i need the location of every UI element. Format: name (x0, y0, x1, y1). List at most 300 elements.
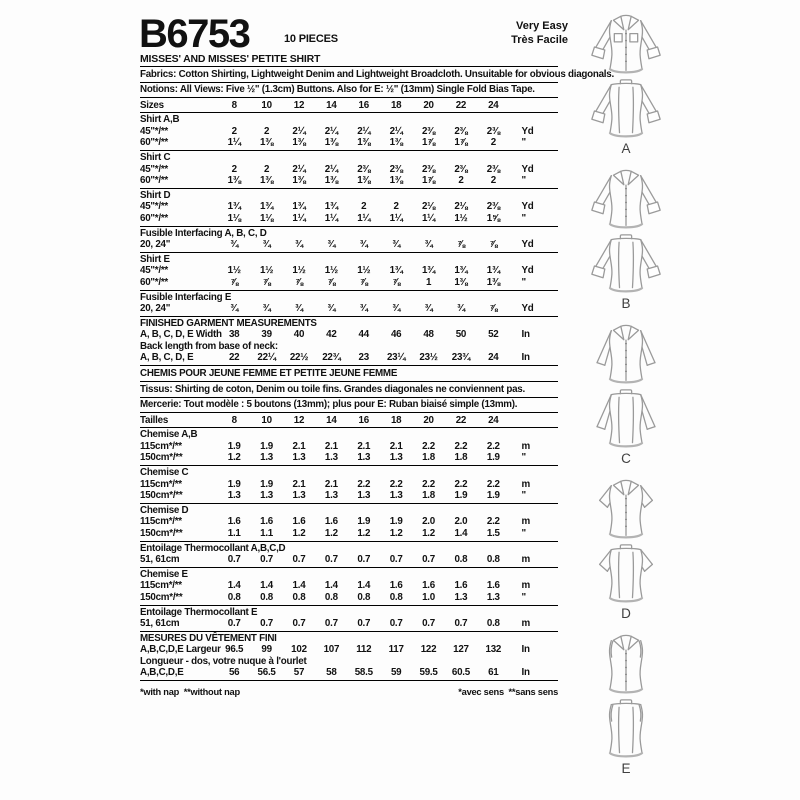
yardage-row (140, 528, 558, 539)
size-value-cell: 1⅜ (389, 137, 403, 149)
row-label: 115cm*/** (140, 440, 182, 452)
block-heading: Entoilage Thermocollant A,B,C,D (140, 542, 286, 554)
row-label: 115cm*/** (140, 516, 182, 528)
table-block (140, 428, 558, 466)
size-value-cell: 56.5 (257, 667, 276, 679)
section-title: CHEMIS POUR JEUNE FEMME ET PETITE JEUNE FEMME (140, 366, 558, 382)
size-value-cell: 0.7 (292, 618, 306, 630)
view-label: A (621, 141, 631, 156)
yardage-row (140, 580, 558, 591)
size-value-cell: ¾ (456, 303, 465, 314)
row-label: Longueur - dos, votre nuque à l'ourlet (140, 655, 307, 667)
yardage-row (140, 341, 558, 352)
size-value-cell: 2 (393, 201, 399, 213)
row-label: 150cm*/** (140, 527, 183, 539)
size-value-cell: 0.7 (357, 554, 371, 565)
view-label: E (621, 761, 631, 776)
yardage-row (140, 554, 558, 565)
table-block (140, 317, 558, 366)
size-value-cell: 127 (453, 644, 469, 656)
size-value-cell: 1¾ (454, 265, 468, 277)
row-label: 150cm*/** (140, 489, 183, 501)
size-value-cell: 1.3 (389, 452, 403, 464)
size-value-cell: 14 (326, 99, 337, 111)
size-value-cell: 2 (490, 174, 496, 186)
size-value-cell: 1.4 (324, 580, 338, 592)
size-value-cell: 48 (423, 329, 434, 341)
size-value-cell: 1⅜ (260, 137, 274, 149)
size-value-cell: 1.5 (486, 527, 500, 539)
shirt-back-illustration (577, 231, 675, 295)
size-value-cell: 56 (228, 667, 240, 679)
size-value-cell: 1.3 (227, 489, 241, 501)
size-value-cell: 1.2 (357, 527, 371, 539)
size-value-cell: 0.7 (260, 554, 274, 565)
yardage-row (140, 479, 558, 490)
footnotes (140, 681, 558, 697)
row-label: 60"*/** (140, 137, 168, 149)
block-heading: Chemise D (140, 504, 189, 516)
block-heading: Shirt C (140, 152, 171, 164)
size-value-cell: 20 (423, 99, 434, 111)
size-value-cell: ¾ (359, 303, 368, 314)
block-heading: Chemise C (140, 467, 189, 479)
size-value-cell: 1⅜ (357, 137, 371, 149)
size-value-cell: 1¼ (421, 212, 436, 224)
size-value-cell: 2⅜ (454, 125, 468, 137)
yardage-row (140, 441, 558, 452)
size-value-cell: 0.7 (422, 554, 435, 565)
size-value-cell: 1.3 (260, 489, 274, 501)
size-value-cell: 2.1 (292, 478, 306, 490)
unit-cell: Yd (521, 201, 534, 213)
table-block (140, 504, 558, 542)
size-value-cell: 12 (293, 99, 305, 111)
table-block (140, 227, 558, 253)
garment-view-A (577, 12, 675, 156)
size-value-cell: 23¾ (451, 352, 471, 364)
size-value-cell: 102 (291, 644, 307, 656)
yardage-row (140, 352, 558, 363)
row-label: 51, 61cm (140, 618, 180, 630)
size-value-cell: 1.3 (324, 489, 338, 501)
unit-cell: " (521, 137, 526, 149)
size-value-cell: 132 (485, 644, 502, 656)
size-value-cell: ¾ (392, 238, 401, 250)
info-line-label: Mercerie: Tout modèle : (140, 399, 245, 411)
table-block (140, 189, 558, 227)
table-block (140, 542, 558, 568)
size-value-cell: 1⅜ (486, 276, 500, 288)
pieces-count: 10 PIECES (284, 33, 338, 45)
size-value-cell: 0.8 (454, 554, 468, 565)
info-line: Tissus: Shirting de coton, Denim ou toile fins. Grandes diagonales ne conviennent pas. (140, 382, 558, 398)
size-value-cell: ¾ (359, 238, 368, 250)
size-value-cell: 42 (326, 329, 337, 341)
row-label: A, B, C, D, E Width (140, 329, 222, 341)
row-label: 45"*/** (140, 265, 168, 277)
shirt-front-illustration (577, 632, 675, 696)
unit-cell: m (521, 618, 530, 630)
size-value-cell: 22¼ (257, 352, 276, 364)
size-value-cell: 1.4 (454, 527, 468, 539)
unit-cell: Yd (521, 265, 534, 277)
size-value-cell: 18 (390, 99, 402, 111)
size-value-cell: 2.2 (389, 478, 403, 490)
size-value-cell: 23 (358, 352, 369, 364)
size-value-cell: ¾ (424, 238, 433, 250)
size-value-cell: 22 (455, 414, 467, 426)
row-label: 60"*/** (140, 174, 168, 186)
info-line: Notions: All Views: Five ½" (1.3cm) Buttons. Also for E: ½" (13mm) Single Fold Bias Tape. (140, 83, 558, 99)
size-value-cell: ¾ (230, 238, 239, 250)
table-block (140, 113, 558, 151)
yardage-row (140, 277, 558, 288)
size-value-cell: ⅞ (359, 276, 368, 288)
table-block (140, 291, 558, 317)
table-block (140, 151, 558, 189)
size-value-cell: 0.7 (260, 618, 274, 630)
unit-cell: In (521, 329, 530, 341)
size-value-cell: 24 (488, 414, 499, 426)
size-value-cell: 0.7 (357, 618, 371, 630)
row-label: Back length from base of neck: (140, 340, 278, 352)
size-value-cell: 0.7 (422, 618, 435, 630)
size-value-cell: 22 (228, 352, 240, 364)
size-value-cell: 1⅜ (454, 276, 468, 288)
footnote-english: *with nap **without nap (140, 687, 240, 698)
size-value-cell: 2.1 (389, 440, 403, 452)
size-value-cell: ⅞ (327, 276, 336, 288)
block-heading: FINISHED GARMENT MEASUREMENTS (140, 317, 317, 329)
size-value-cell: ¾ (424, 303, 433, 314)
size-value-cell: ¾ (295, 303, 303, 314)
size-value-cell: ⅞ (489, 303, 498, 314)
unit-cell: " (521, 527, 526, 539)
size-value-cell: 1¼ (389, 212, 403, 224)
row-label: Tailles (140, 414, 169, 426)
size-value-cell: ¾ (262, 238, 271, 250)
size-value-cell: 1.6 (324, 516, 338, 528)
size-value-cell: 2.1 (324, 478, 338, 490)
size-value-cell: 40 (293, 329, 305, 341)
size-value-cell: 1.9 (389, 516, 403, 528)
unit-cell: Yd (521, 125, 534, 137)
size-value-cell: 0.7 (324, 618, 338, 630)
size-value-cell: 2.0 (454, 516, 468, 528)
size-value-cell: 1.6 (486, 580, 500, 592)
yardage-row (140, 516, 558, 527)
size-value-cell: 1.1 (260, 527, 274, 539)
size-value-cell: 0.8 (486, 554, 500, 565)
size-value-cell: ¾ (295, 238, 303, 250)
size-value-cell: 0.8 (357, 591, 371, 603)
size-value-cell: ⅞ (230, 276, 239, 288)
size-value-cell: ¾ (262, 303, 271, 314)
size-value-cell: ⅞ (295, 276, 303, 288)
size-value-cell: 1½ (454, 212, 468, 224)
unit-cell: " (521, 276, 526, 288)
size-value-cell: 1.0 (422, 591, 435, 603)
size-value-cell: 58 (326, 667, 337, 679)
size-value-cell: 99 (261, 644, 272, 656)
size-value-cell: 1.3 (389, 489, 403, 501)
difficulty-rating (430, 20, 568, 47)
size-value-cell: 1¾ (227, 201, 241, 213)
size-value-cell: 1¾ (421, 265, 436, 277)
size-value-cell: 1.9 (227, 440, 241, 452)
size-value-cell: 2⅜ (389, 163, 403, 175)
size-value-cell: 0.8 (486, 618, 500, 630)
unit-cell: m (521, 440, 530, 452)
size-value-cell: 1⅜ (227, 174, 241, 186)
yardage-row (140, 329, 558, 340)
block-heading: Shirt E (140, 253, 170, 265)
table-block (140, 253, 558, 291)
pattern-number: B6753 (139, 12, 250, 56)
unit-cell: m (521, 580, 530, 592)
yardage-row (140, 239, 558, 250)
yardage-row (140, 592, 558, 603)
size-value-cell: 2⅜ (486, 201, 500, 213)
size-value-cell: 2.2 (486, 516, 500, 528)
size-value-cell: 2.2 (454, 478, 468, 490)
size-value-cell: 46 (390, 329, 402, 341)
size-value-cell: 2.1 (292, 440, 306, 452)
size-value-cell: 2 (263, 125, 270, 137)
view-label: B (621, 296, 631, 311)
size-value-cell: 1¼ (324, 212, 338, 224)
size-value-cell: 1¼ (292, 212, 306, 224)
size-value-cell: 1.6 (260, 516, 274, 528)
size-value-cell: 2⅜ (421, 163, 436, 175)
table-block (140, 606, 558, 632)
garment-view-illustrations (577, 12, 675, 787)
yardage-row (140, 452, 558, 463)
yardage-row (140, 201, 558, 212)
size-value-cell: 1⅜ (324, 137, 338, 149)
garment-view-B (577, 167, 675, 311)
size-value-cell: 1.3 (292, 489, 306, 501)
sizes-row-grid (140, 415, 558, 426)
info-line: Mercerie: Tout modèle : 5 boutons (13mm); plus pour E: Ruban biaisé simple (13mm). (140, 398, 558, 414)
size-value-cell: 1.9 (486, 452, 500, 464)
size-value-cell: 0.8 (260, 591, 274, 603)
page-title: MISSES' AND MISSES' PETITE SHIRT (140, 53, 321, 65)
size-value-cell: 1.3 (454, 591, 468, 603)
row-label: 115cm*/** (140, 580, 182, 592)
size-value-cell: 1.9 (260, 478, 274, 490)
size-value-cell: 1.4 (357, 580, 371, 592)
size-value-cell: 0.7 (454, 618, 468, 630)
size-value-cell: 1⅛ (260, 212, 274, 224)
size-value-cell: 1.2 (324, 527, 338, 539)
size-value-cell: 59 (390, 667, 402, 679)
shirt-back-illustration (577, 76, 675, 140)
row-label: A,B,C,D,E Largeur (140, 644, 221, 656)
size-value-cell: 0.7 (389, 618, 403, 630)
yardage-row (140, 656, 558, 667)
shirt-back-illustration (577, 386, 675, 450)
size-value-cell: 1.6 (389, 580, 403, 592)
size-value-cell: 1.6 (292, 516, 306, 528)
row-label: 150cm*/** (140, 452, 183, 464)
unit-cell: " (521, 452, 526, 464)
size-value-cell: 0.7 (389, 554, 403, 565)
table-block (140, 466, 558, 504)
sizes-header-row (140, 98, 558, 113)
size-value-cell: 22¾ (322, 352, 341, 364)
unit-cell: Yd (521, 303, 534, 314)
size-value-cell: 1.3 (292, 452, 306, 464)
size-value-cell: 14 (326, 414, 337, 426)
size-value-cell: 2¼ (324, 163, 338, 175)
info-line-label: Tissus: (140, 383, 173, 395)
size-value-cell: 1½ (324, 265, 338, 277)
size-value-cell: 2⅛ (454, 201, 468, 213)
table-block (140, 568, 558, 606)
size-value-cell: 1.4 (260, 580, 274, 592)
size-value-cell: 1.9 (227, 478, 241, 490)
view-label: C (621, 451, 631, 466)
size-value-cell: 39 (261, 329, 272, 341)
size-value-cell: 16 (358, 99, 369, 111)
yardage-row (140, 303, 558, 314)
row-label: Sizes (140, 99, 164, 111)
size-value-cell: 1.2 (292, 527, 306, 539)
row-label: 51, 61cm (140, 554, 180, 565)
sizes-header-row (140, 413, 558, 428)
size-value-cell: 59.5 (419, 667, 438, 679)
size-value-cell: 2¼ (292, 125, 306, 137)
size-value-cell: 0.7 (227, 554, 241, 565)
yardage-row (140, 164, 558, 175)
difficulty-english: Very Easy (516, 20, 568, 32)
size-value-cell: 1½ (292, 265, 306, 277)
size-value-cell: 57 (293, 667, 305, 679)
row-label: A,B,C,D,E (140, 667, 184, 679)
size-value-cell: 2⅜ (454, 163, 468, 175)
row-label: 45"*/** (140, 201, 168, 213)
shirt-front-illustration (577, 12, 675, 76)
shirt-back-illustration (577, 541, 675, 605)
size-value-cell: 1⅞ (454, 137, 468, 149)
yardage-row (140, 644, 558, 655)
size-value-cell: 1.2 (389, 527, 403, 539)
block-heading: Fusible Interfacing A, B, C, D (140, 227, 267, 239)
row-label: A, B, C, D, E (140, 352, 194, 364)
unit-cell: Yd (521, 163, 534, 175)
shirt-back-illustration (577, 696, 675, 760)
unit-cell: Yd (521, 238, 534, 250)
size-value-cell: 1⅞ (421, 137, 436, 149)
size-value-cell: 2.2 (486, 478, 500, 490)
size-value-cell: 2¼ (292, 163, 306, 175)
garment-view-C (577, 322, 675, 466)
size-value-cell: 16 (358, 414, 369, 426)
row-label: 60"*/** (140, 212, 168, 224)
size-value-cell: 2⅜ (357, 163, 371, 175)
size-value-cell: 1.9 (357, 516, 371, 528)
size-value-cell: 61 (488, 667, 499, 679)
size-value-cell: 2.2 (422, 478, 435, 490)
info-line-label: Notions: All Views: (140, 84, 224, 95)
size-value-cell: 2¼ (357, 125, 371, 137)
size-value-cell: 10 (261, 99, 272, 111)
size-value-cell: 22½ (289, 352, 309, 364)
row-label: 45"*/** (140, 163, 168, 175)
size-value-cell: 58.5 (354, 667, 373, 679)
size-value-cell: 2 (361, 201, 367, 213)
size-value-cell: 1⅝ (486, 212, 500, 224)
row-label: 60"*/** (140, 276, 168, 288)
size-value-cell: 1 (425, 276, 432, 288)
size-value-cell: 2 (458, 174, 464, 186)
size-value-cell: 0.8 (227, 591, 241, 603)
size-value-cell: 107 (323, 644, 340, 656)
size-value-cell: 2¼ (389, 125, 403, 137)
size-value-cell: 23¼ (386, 352, 406, 364)
size-value-cell: 2 (263, 163, 270, 175)
size-value-cell: 1¾ (486, 265, 500, 277)
size-value-cell: 0.8 (292, 591, 306, 603)
size-value-cell: 1.2 (227, 452, 241, 464)
size-value-cell: 38 (228, 329, 240, 341)
size-value-cell: 1.9 (260, 440, 274, 452)
size-value-cell: 96.5 (225, 644, 244, 656)
size-value-cell: 0.7 (292, 554, 306, 565)
info-line-label: Fabrics: (140, 68, 177, 80)
block-heading: Entoilage Thermocollant E (140, 606, 258, 618)
info-line: Fabrics: Cotton Shirting, Lightweight Denim and Lightweight Broadcloth. Unsuitable for obvious diagonals. (140, 67, 558, 83)
size-value-cell: 12 (293, 414, 305, 426)
yardage-row (140, 213, 558, 224)
size-value-cell: ⅞ (392, 276, 401, 288)
size-value-cell: 20 (423, 414, 434, 426)
size-value-cell: 0.8 (324, 591, 338, 603)
sizes-row-grid (140, 100, 558, 111)
size-value-cell: 2.1 (357, 440, 371, 452)
footnote-french: *avec sens **sans sens (458, 687, 558, 698)
block-heading: Shirt A,B (140, 114, 180, 126)
size-value-cell: 52 (488, 329, 499, 341)
yardage-row (140, 175, 558, 186)
size-value-cell: 60.5 (451, 667, 470, 679)
size-value-cell: 18 (390, 414, 402, 426)
size-value-cell: ⅞ (489, 238, 498, 250)
size-value-cell: 1.8 (454, 452, 468, 464)
size-value-cell: 2⅜ (486, 125, 500, 137)
size-value-cell: 1.3 (260, 452, 274, 464)
size-value-cell: 24 (488, 99, 499, 111)
size-value-cell: 2 (231, 125, 237, 137)
size-value-cell: 1⅜ (357, 174, 371, 186)
size-value-cell: 1⅜ (389, 174, 403, 186)
table-block (140, 632, 558, 681)
unit-cell: In (521, 352, 530, 364)
unit-cell: " (521, 212, 526, 224)
size-value-cell: 1.3 (357, 489, 371, 501)
yardage-row (140, 126, 558, 137)
size-value-cell: 1.9 (486, 489, 500, 501)
size-value-cell: 10 (261, 414, 272, 426)
garment-view-D (577, 477, 675, 621)
row-label: 45"*/** (140, 125, 168, 137)
size-value-cell: 1¼ (357, 212, 371, 224)
size-value-cell: 1⅛ (227, 212, 241, 224)
size-value-cell: 1.3 (357, 452, 371, 464)
size-value-cell: 1¾ (324, 201, 338, 213)
